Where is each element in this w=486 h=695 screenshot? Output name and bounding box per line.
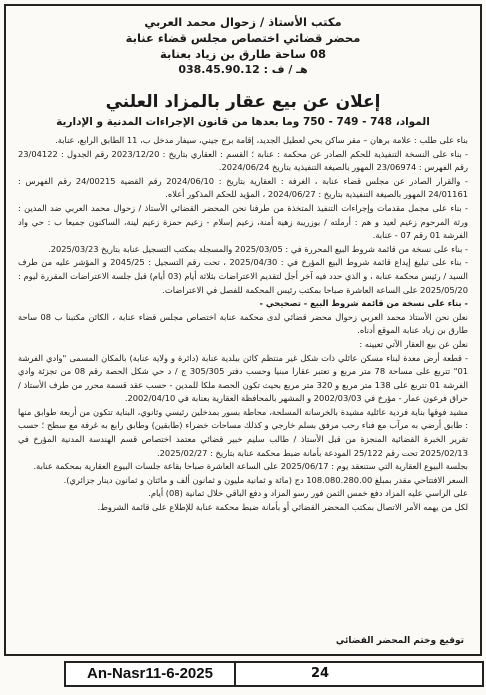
- newspaper-footer: [64, 661, 484, 687]
- paragraph: بناء على طلب : علامة برهان – مقر ساكن بحي لعطيل الجديد، إقامة برج جيني، سيفار مدخل ب، 11 الطابق الرابع، عنابة.: [55, 135, 468, 145]
- page-number: 24: [311, 666, 330, 681]
- paragraph: - قطعة أرض معدة لبناء مسكن عائلي ذات شكل غير منتظم كائن ببلدية عنابة (دائرة و ولاية عنابة) بالمكان المسمى "وادي الفرشة 01" تتربع على مساحة 78 متر مربع و تعتبر عقارا مبنيا وحسب دفتر 305/305 ج / د حي شكل الحصة رقم 08 من تجزئة وادي الفرشة 01 تتربع على 138 متر مربع و 320 متر مربع بحيث تكون الحصة ملكا للمدين - حسب عقد قسمة محرر من طرف الأستاذ / حراق فرعون عمار - مؤرخ في 2002/03/03 و المشهر بالمحافظة العقارية بعنابة في 2002/04/10.: [18, 352, 468, 404]
- office-address: 08 ساحة طارق بن زياد بعنابة: [160, 47, 326, 61]
- paragraph: السعر الافتتاحي مقدر بمبلغ 108.080.280.00 دج (مائة و ثمانية مليون و ثمانون ألف و مائتان و ثمانون دينار جزائري).: [63, 474, 468, 485]
- announcement-sheet: [4, 4, 482, 656]
- office-name: مكتب الأستاذ / زحوال محمد العربي: [144, 15, 342, 29]
- paragraph: نعلن نحن الأستاذ محمد العربي زحوال محضر قضائي لدى محكمة عنابة اختصاص مجلس قضاء عنابة ، الكائن مكتبنا ب 08 ساحة طارق بن زياد عنابة الموقع أدناه.: [18, 311, 468, 336]
- paragraph: - بناء على تبليغ إيداع قائمة شروط البيع المؤرخ في : 2025/04/30 ، تحت رقم التسجيل : 2045/25 و المؤشر عليه من طرف السيد / رئيس محكمة عنابة ، و الذي حدد فيه آخر أجل لتقديم الاعتراضات بثلاثة أيام (03 أيام) قبل جلسة الاعتراضات المقررة ليوم : 2025/05/20 على الساعة العاشرة صباحا بمكتب رئيس المحكمة للفصل في الاعتراضات.: [18, 257, 468, 295]
- announcement-title: إعلان عن بيع عقار بالمزاد العلني: [105, 92, 381, 112]
- office-header: [18, 14, 468, 78]
- signature-line: توقيع وختم المحضر القضائي: [335, 636, 464, 646]
- legal-articles: المواد، 748 - 749 - 750 وما بعدها من قانون الإجراءات المدنية و الإدارية: [56, 116, 430, 128]
- paragraph: - بناء على مجمل مقدمات وإجراءات التنفيذ المتخذة من طرفنا نحن المحضر القضائي الأستاذ / زحوال محمد العربي ضد المدين : ورثة المرحوم زعيم لعيد و هم : أرملته / بوزريبة زهية أمنة، زعيم إسلام - زعيم حمزة زعيم لينة، الساكنون جميعا ب : حي واد الفرشة 01 رقم 07 - عنابة.: [18, 202, 468, 241]
- newspaper-issue-id: An-Nasr11-6-2025: [66, 663, 236, 685]
- paragraph: نعلن عن بيع العقار الآتي تعيينه :: [359, 338, 468, 349]
- office-phone: هـ / ف : 038.45.90.12: [178, 63, 308, 76]
- document-body: [6, 6, 480, 515]
- paragraph: - بناء على نسخة من قائمة شروط البيع - تصحيحي -: [259, 298, 468, 309]
- paragraph: بجلسة البيوع العقارية التي ستنعقد يوم : 2025/06/17 على الساعة العاشرة صباحا بقاعة جلسات البيوع العقارية بمحكمة عنابة.: [33, 461, 468, 472]
- paragraph: - والقرار الصادر عن مجلس قضاء عنابة ، الغرفة : العقارية بتاريخ : 2024/06/10 رقم القضية 24/00215 رقم الفهرس : 24/01161 المهور بالصيغة التنفيذية بتاريخ : 2024/06/27 ، المؤيد للحكم المذكور أعلاه.: [18, 175, 468, 200]
- paragraph: - بناء على نسخة من قائمة شروط البيع المحررة في : 2025/03/05 والمسجلة بمكتب التسجيل عنابة بتاريخ 2025/03/23.: [48, 243, 468, 254]
- paragraph: على الراسي عليه المزاد دفع خمس الثمن فور رسو المزاد و دفع الباقي خلال ثمانية (08) أيام.: [148, 488, 468, 499]
- paragraph: - بناء على النسخة التنفيذية للحكم الصادر عن محكمة : عنابة ؛ القسم : العقاري بتاريخ : 2023/12/20 رقم الجدول : 23/04122 رقم الفهرس : 23/06974 المهور بالصيغة التنفيذية بتاريخ 2024/06/24.: [18, 148, 468, 173]
- paragraph: لكل من يهمه الأمر الاتصال بمكتب المحضر القضائي أو بأمانة ضبط محكمة عنابة للإطلاع على قائمة الشروط.: [97, 502, 468, 513]
- announcement-text: [18, 134, 468, 515]
- paragraph: مشيد فوقها بناية فردية عائلية مشيدة بالخرسانة المسلحة، محاطة بسور بمدخلين رئيسي وثانوي، البناية تتكون من أربعة طوابق منها : طابق أرضي به مرآب مع فناء رحب مرفق بسلم خارجي و كذلك مساحات خضراء (طابقين) وطابق رابع به غرفة مع سطح ؛ حسب تقرير الخبرة القضائية المنجزة من قبل الأستاذ / طالب سليم خبير قضائي معتمد اختصاص قسم الهندسة المدنية المؤرخ في 2025/02/13 تحت رقم 25/122 المودعة بأمانة ضبط محكمة عنابة بتاريخ : 2025/02/27.: [18, 406, 468, 458]
- office-jurisdiction: محضر قضائي اختصاص مجلس قضاء عنابة: [125, 31, 361, 45]
